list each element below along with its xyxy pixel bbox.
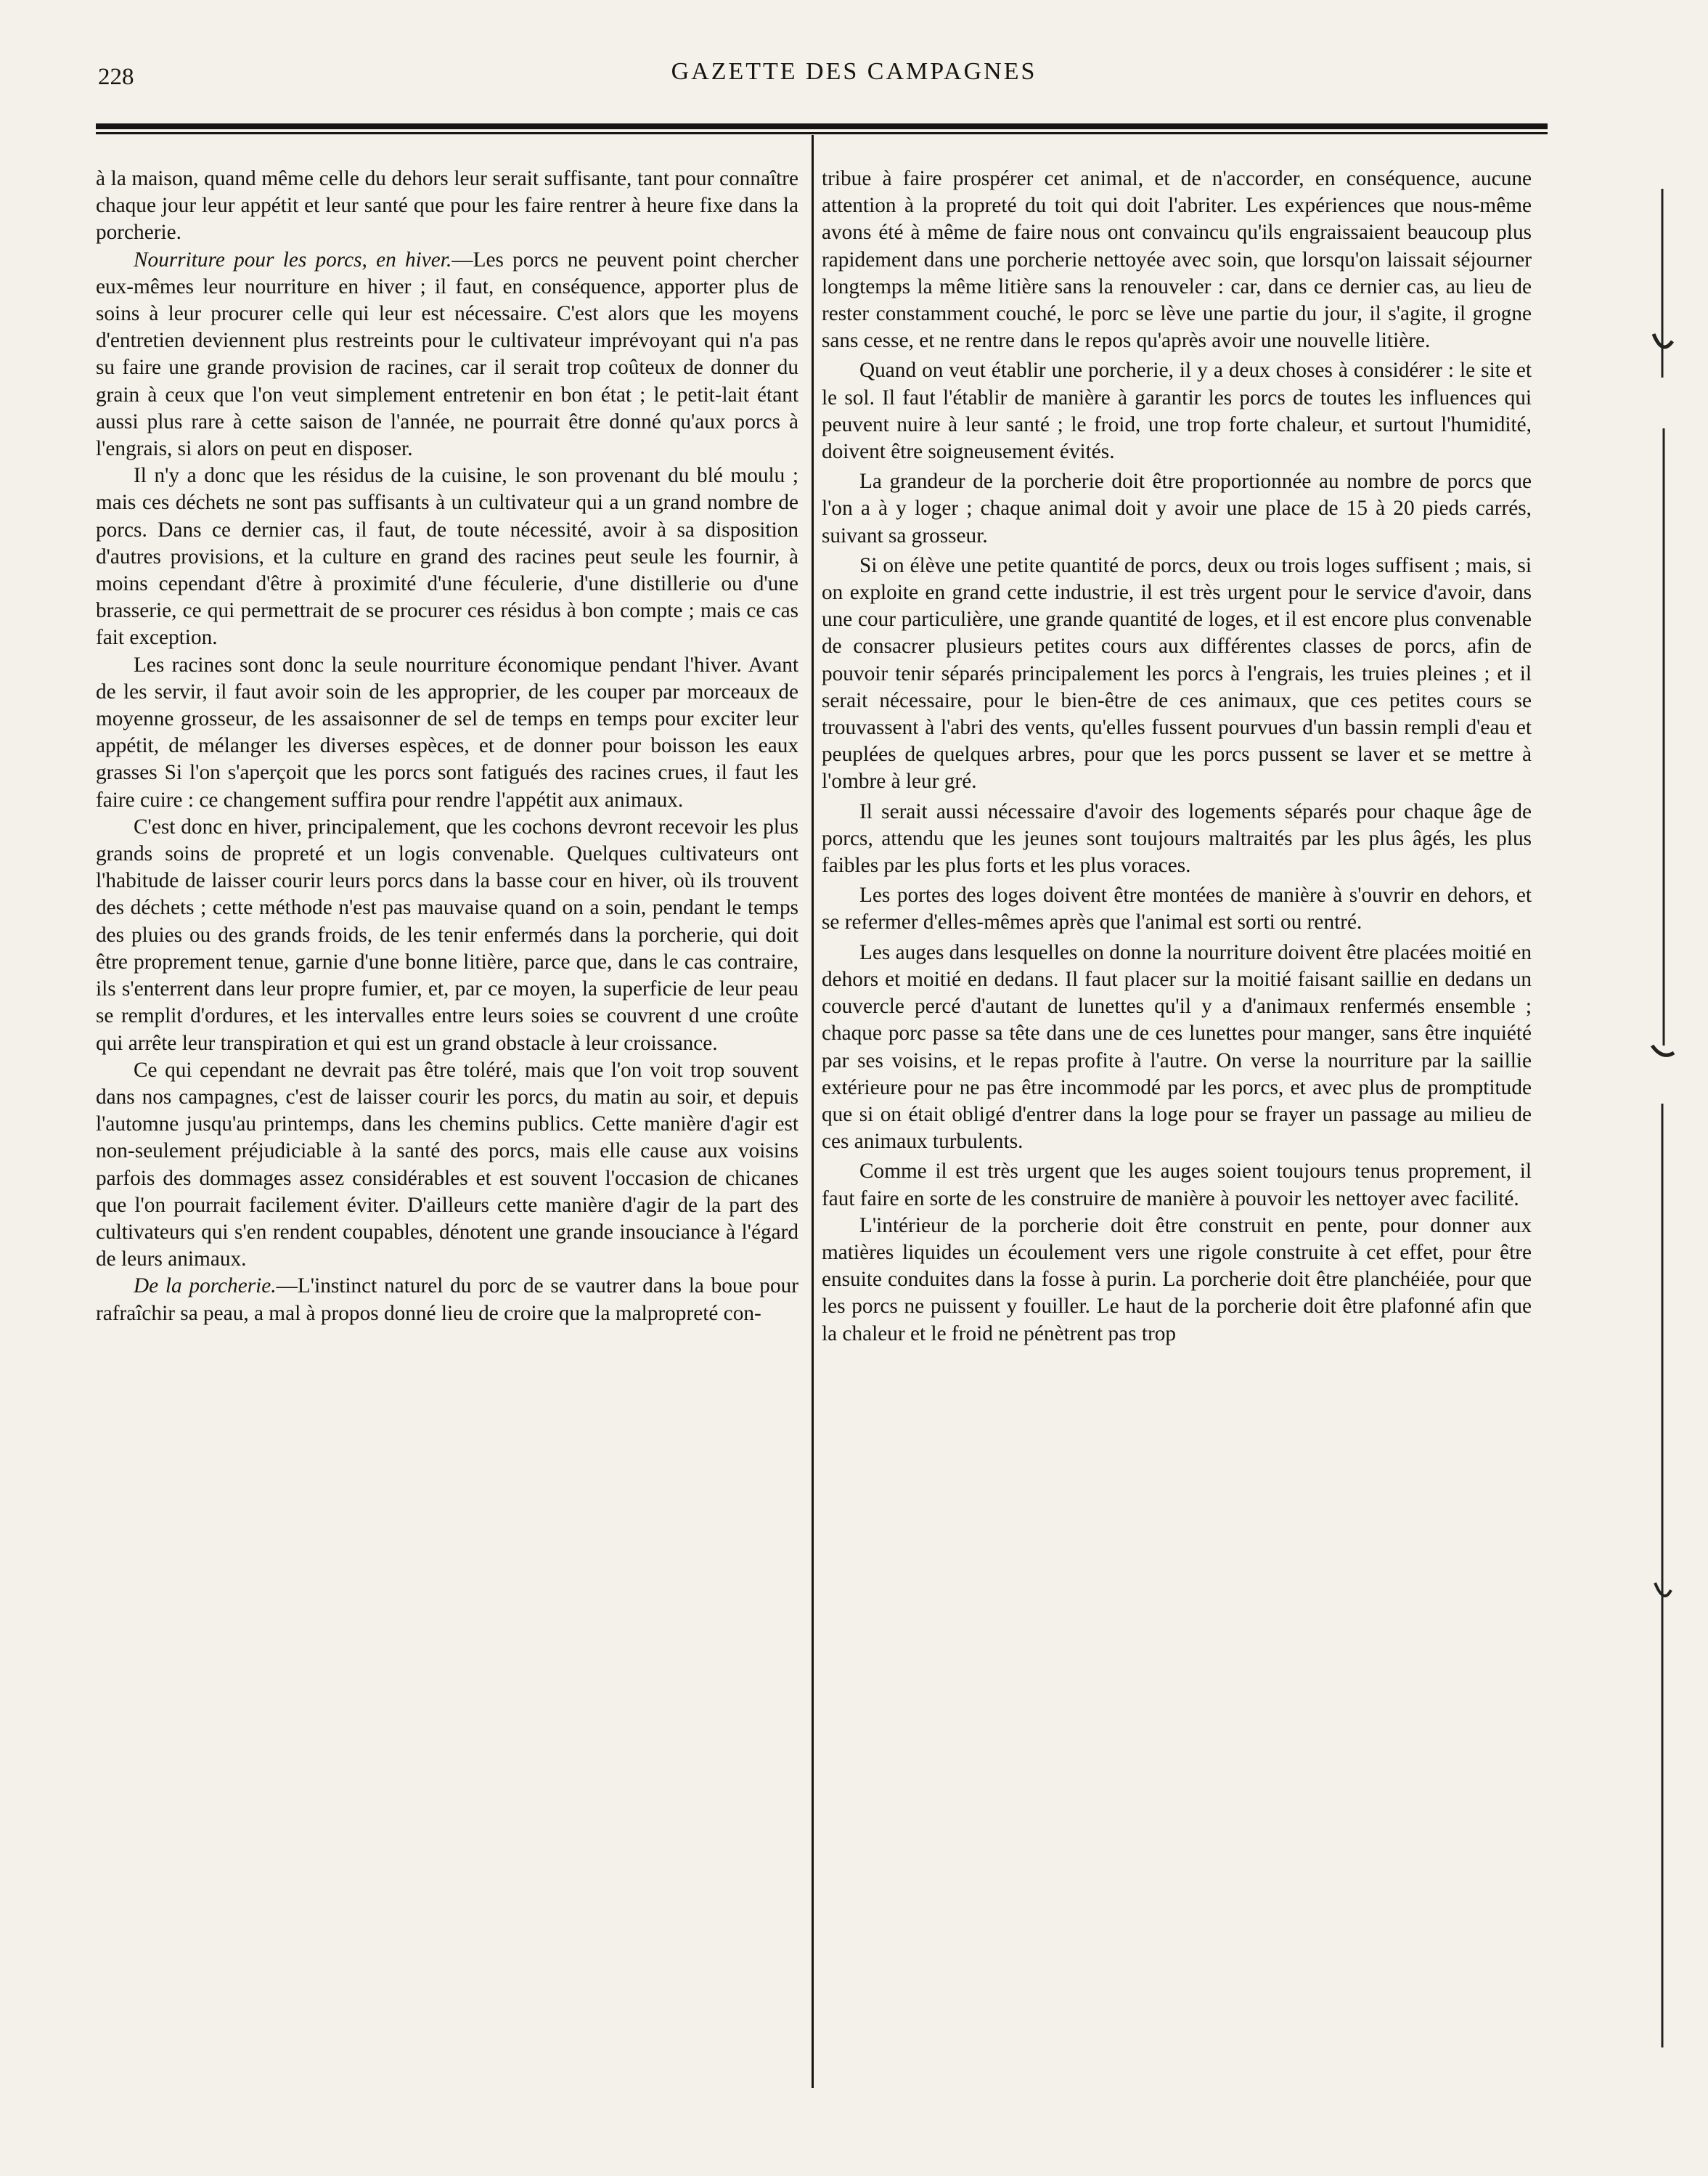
right-paragraph-6: Les portes des loges doivent être montées de manière à s'ouvrir en dehors, et se refermer d'elles-mêmes après que l'animal est sorti ou rentré. [822, 884, 1532, 934]
left-paragraph-1: à la maison, quand même celle du dehors leur serait suffisante, tant pour connaître chaque jour leur appétit et leur santé que pour les faire rentrer à heure fixe dans la porcherie. [96, 167, 798, 245]
right-paragraph-8: Comme il est très urgent que les auges soient toujours tenus proprement, il faut faire en sorte de les construire de manière à pouvoir les nettoyer avec facilité. [822, 1160, 1532, 1210]
left-paragraph-7 [96, 1273, 798, 1327]
left-paragraph-7-body: —L'instinct naturel du porc de se vautrer dans la boue pour rafraîchir sa peau, a mal à propos donné lieu de croire que la malpropreté con- [96, 1274, 798, 1325]
right-paragraph-3: La grandeur de la porcherie doit être proportionnée au nombre de porcs que l'on a à y loger ; chaque animal doit y avoir une place de 15 à 20 pieds carrés, suivant sa grosseur. [822, 470, 1532, 547]
section-heading-winter-feeding: Nourriture pour les porcs, en hiver. [134, 248, 452, 272]
left-paragraph-3: Il n'y a donc que les résidus de la cuisine, le son provenant du blé moulu ; mais ces déchets ne sont pas suffisants à un cultivateur qui a un grand nombre de porcs. Dans ce dernier cas, il faut, de toute nécessité, avoir à sa disposition d'autres provisions, et la culture en grand des racines peut seule les fournir, à moins cependant d'être à proximité d'une féculerie, d'une distillerie ou d'une brasserie, ce qui permettrait de se procurer ces résidus à bon compte ; mais ce cas fait exception. [96, 464, 798, 650]
section-heading-pigsty: De la porcherie. [134, 1274, 277, 1298]
running-head: GAZETTE DES CAMPAGNES [671, 58, 1037, 85]
header-rule-thin [96, 132, 1548, 134]
right-paragraph-9: L'intérieur de la porcherie doit être construit en pente, pour donner aux matières liquides un écoulement vers une rigole construite à cet effet, pour être ensuite conduites dans la fosse à purin. La porcherie doit être planchéiée, pour que les porcs ne puissent y fouiller. Le haut de la porcherie doit être plafonné afin que la chaleur et le froid ne pénètrent pas trop [822, 1213, 1532, 1345]
page-number: 228 [98, 64, 134, 90]
right-paragraph-5: Il serait aussi nécessaire d'avoir des logements séparés pour chaque âge de porcs, attendu que les jeunes sont toujours maltraités par les plus âgés, les plus faibles par les plus forts et les plus voraces. [822, 799, 1532, 878]
left-column [96, 166, 798, 2090]
right-paragraph-1: tribue à faire prospérer cet animal, et de n'accorder, en conséquence, aucune attention à la propreté du toit qui doit l'abriter. Les expériences que nous-même avons été à même de faire nous ont convaincu qu'ils engraissaient beaucoup plus rapidement dans une porcherie nettoyée avec soin, que lorsqu'on laissait séjourner longtemps la même litière sans la renouveler : car, dans ce dernier cas, au lieu de rester constamment couché, le porc se lève une partie du jour, il s'agite, il grogne sans cesse, et ne rentre dans le repos qu'après avoir une nouvelle litière. [822, 167, 1532, 353]
left-paragraph-2 [96, 247, 798, 463]
left-paragraph-4: Les racines sont donc la seule nourriture économique pendant l'hiver. Avant de les servir, il faut avoir soin de les approprier, de les couper par morceaux de moyenne grosseur, de les assaisonner de sel de temps en temps pour exciter leur appétit, de mélanger les diverses espèces, et de donner pour boisson les eaux grasses Si l'on s'aperçoit que les porcs sont fatigués des racines crues, il faut les faire cuire : ce changement suffira pour rendre l'appétit aux animaux. [96, 653, 798, 812]
right-paragraph-2: Quand on veut établir une porcherie, il y a deux choses à considérer : le site et le sol. Il faut l'établir de manière à garantir les porcs de toutes les influences qui peuvent nuire à leur santé ; le froid, une trop forte chaleur, et surtout l'humidité, doivent être soigneusement évités. [822, 359, 1532, 464]
right-paragraph-7: Les auges dans lesquelles on donne la nourriture doivent être placées moitié en dehors et moitié en dedans. Il faut placer sur la moitié faisant saillie en dedans un couvercle percé d'autant de lunettes qu'il y a d'animaux renfermés ensemble ; chaque porc passe sa tête dans une de ces lunettes pour manger, sans être inquiété par ses voisins, et le repas profite à l'autre. On verse la nourriture par la saillie extérieure pour ne pas être incommodé par les porcs, et avec plus de promptitude que si on était obligé d'entrer dans la loge pour se frayer un passage au milieu de ces animaux turbulents. [822, 940, 1532, 1154]
header-rule-thick [96, 123, 1548, 129]
right-column [822, 166, 1532, 2090]
left-paragraph-2-body: —Les porcs ne peuvent point chercher eux-mêmes leur nourriture en hiver ; il faut, en conséquence, apporter plus de soins à leur procurer celle qui leur est nécessaire. C'est alors que les moyens d'entretien deviennent plus restreints pour le cultivateur imprévoyant qui n'a pas su faire une grande provision de racines, car il serait trop coûteux de donner du grain à ceux que l'on veut simplement entretenir en bon état ; le petit-lait étant aussi plus rare à cette saison de l'année, ne pourrait être donné qu'aux porcs à l'engrais, si alors on peut en disposer. [96, 248, 798, 461]
left-paragraph-6: Ce qui cependant ne devrait pas être toléré, mais que l'on voit trop souvent dans nos campagnes, c'est de laisser courir les porcs, du matin au soir, et depuis l'automne jusqu'au printemps, dans les chemins publics. Cette manière d'agir est non-seulement préjudiciable à la santé des porcs, mais elle cause aux voisins parfois des dommages assez considérables et est souvent l'occasion de chicanes que l'on pourrait facilement éviter. D'ailleurs cette manière d'agir de la part des cultivateurs qui s'en rendent coupables, dénotent une grande insouciance à l'égard de leurs animaux. [96, 1058, 798, 1271]
left-paragraph-5: C'est donc en hiver, principalement, que les cochons devront recevoir les plus grands soins de propreté et un logis convenable. Quelques cultivateurs ont l'habitude de laisser courir leurs porcs dans la basse cour en hiver, où ils trouvent des déchets ; cette méthode n'est pas mauvaise quand on a soin, pendant le temps des pluies ou des grands froids, de les tenir enfermés dans la porcherie, qui doit être proprement tenue, garnie d'une bonne litière, parce que, dans le cas contraire, ils s'enterrent dans leur propre fumier, et, par ce moyen, la superficie de leur peau se remplit d'ordures, et les intervalles entre leurs soies se couvrent d une croûte qui arrête leur transpiration et qui est un grand obstacle à leur croissance. [96, 815, 798, 1055]
binding-edge-marks [1648, 189, 1677, 2077]
column-divider [812, 135, 814, 2088]
right-paragraph-4: Si on élève une petite quantité de porcs, deux ou trois loges suffisent ; mais, si on exploite en grand cette industrie, il est très urgent pour le service d'avoir, dans une cour particulière, une grande quantité de loges, et il est encore plus convenable de consacrer plusieurs petites cours aux différentes classes de porcs, afin de pouvoir tenir séparés principalement les porcs à l'engrais, les truies pleines ; et il serait nécessaire, pour le bien-être de ces animaux, que ces petites cours se trouvassent à l'abri des vents, qu'elles fussent pourvues d'un bassin rempli d'eau et peuplées de quelques arbres, pour que les porcs pussent se laver et se mettre à l'ombre à leur gré. [822, 553, 1532, 794]
